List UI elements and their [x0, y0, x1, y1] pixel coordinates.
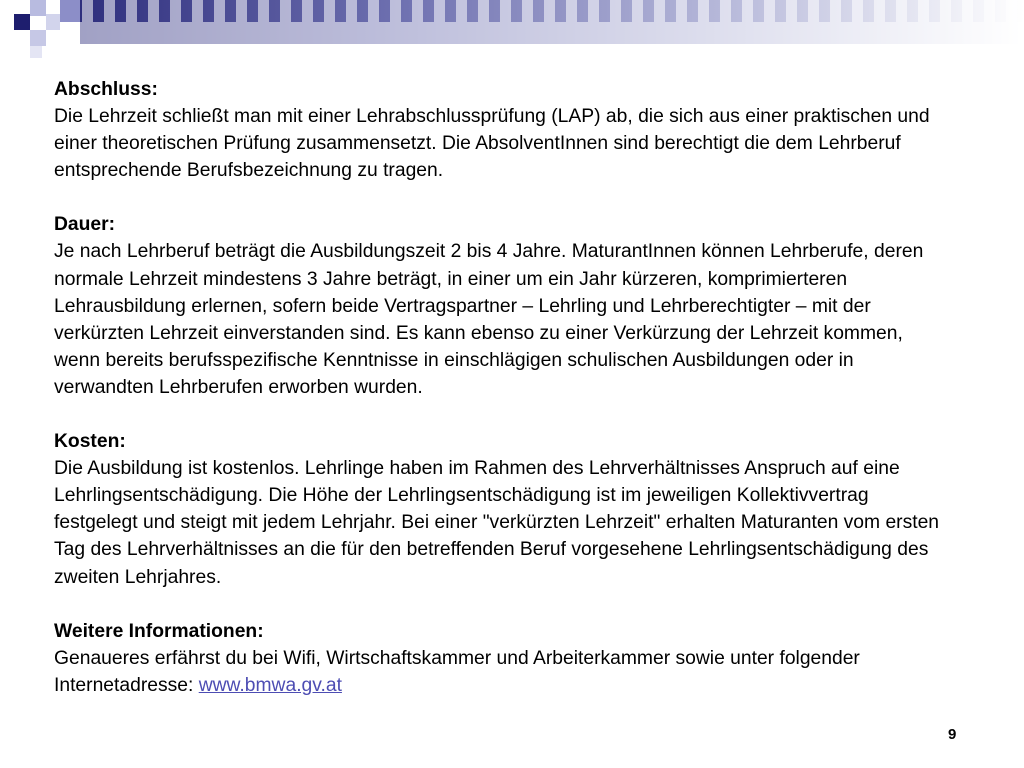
slide-body: [54, 76, 954, 699]
section-abschluss: [54, 76, 954, 184]
section-text: Die Ausbildung ist kostenlos. Lehrlinge haben im Rahmen des Lehrverhältnisses Anspruch auf eine Lehrlingsentschädigung. Die Höhe der Lehrlingsentschädigung ist im jeweiligen Kollektivvertrag festgelegt und steigt mit jedem Lehrjahr. Bei einer "verkürzten Lehrzeit" erhalten Maturanten vom ersten Tag des Lehrverhältnisses an die für den betreffenden Beruf vorgesehene Lehrlingsentschädigung des zweiten Lehrjahres.: [54, 458, 940, 588]
section-kosten: [54, 428, 954, 591]
section-text: Genaueres erfährst du bei Wifi, Wirtschaftskammer und Arbeiterkammer sowie unter folgender Internetadresse:: [54, 647, 860, 696]
section-heading: Weitere Informationen:: [54, 620, 264, 642]
section-heading: Kosten:: [54, 431, 126, 453]
section-heading: Dauer:: [54, 214, 116, 236]
section-dauer: [54, 211, 954, 401]
bmwa-link[interactable]: www.bmwa.gv.at: [198, 674, 342, 696]
section-heading: Abschluss:: [54, 79, 158, 100]
section-weitere-informationen: [54, 618, 954, 699]
decorative-squares-logo: [0, 0, 80, 64]
header-checker-pattern-lower: [60, 22, 1024, 44]
page-number: 9: [948, 726, 957, 743]
section-text: Die Lehrzeit schließt man mit einer Lehrabschlussprüfung (LAP) ab, die sich aus einer praktischen und einer theoretischen Prüfung zusammensetzt. Die AbsolventInnen sind berechtigt die dem Lehrberuf entsprechende Berufsbezeichnung zu tragen.: [54, 106, 930, 182]
section-text: Je nach Lehrberuf beträgt die Ausbildungszeit 2 bis 4 Jahre. MaturantInnen können Lehrberufe, deren normale Lehrzeit mindestens 3 Jahre beträgt, in einer um ein Jahr kürzeren, komprimierteren Lehrausbildung erlernen, sofern beide Vertragspartner – Lehrling und Lehrberechtigter – mit der verkürzten Lehrzeit einverstanden sind. Es kann ebenso zu einer Verkürzung der Lehrzeit kommen, wenn bereits berufsspezifische Kenntnisse in einschlägigen schulischen Ausbildungen oder in verwandten Lehrberufen erworben wurden.: [54, 241, 924, 398]
section-text-container: [54, 645, 954, 699]
